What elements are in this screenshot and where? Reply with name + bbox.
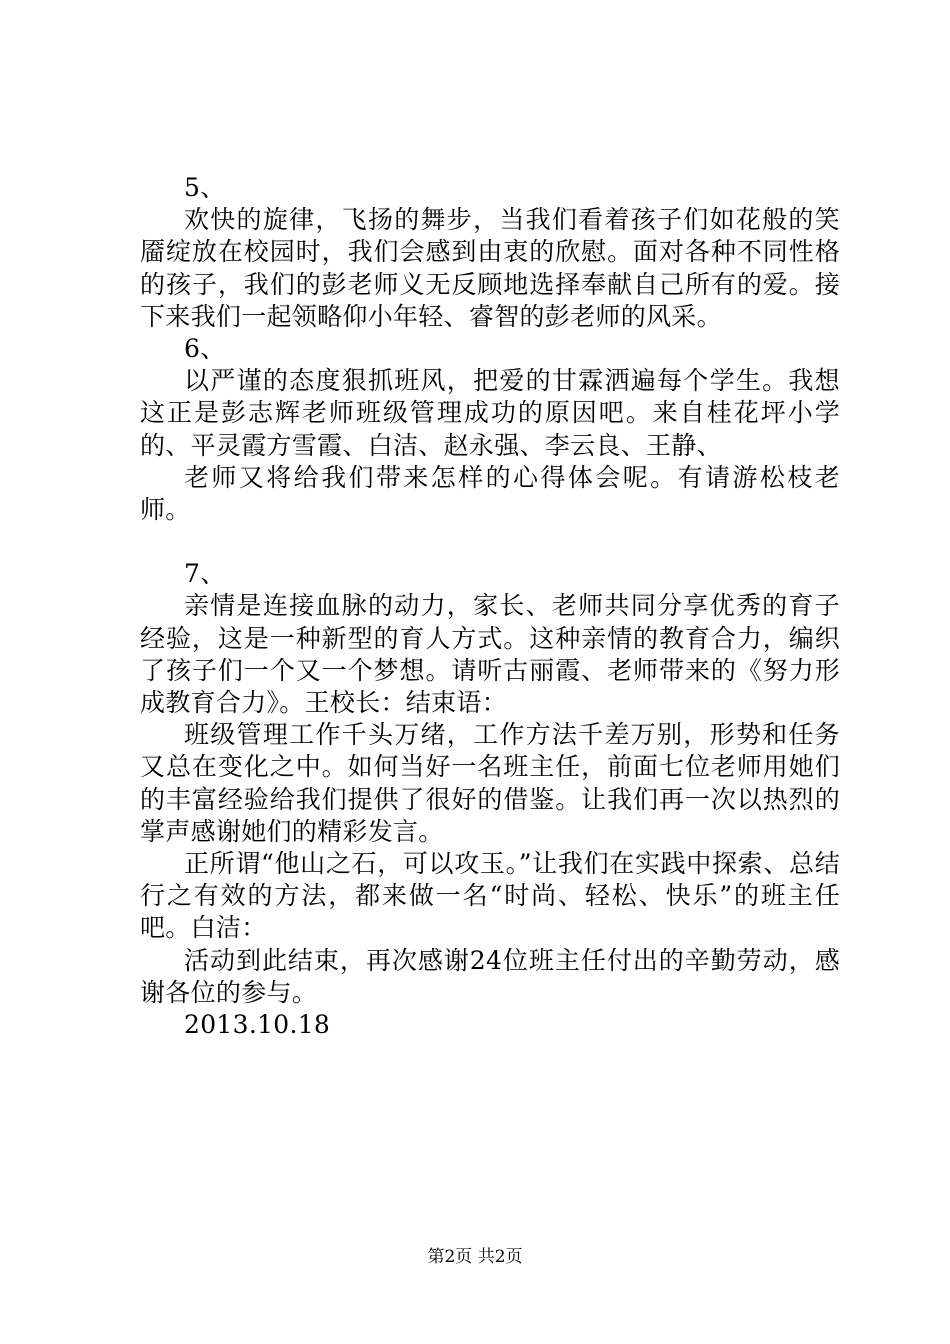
paragraph: 正所谓“他山之石，可以攻玉。”让我们在实践中探索、总结行之有效的方法，都来做一名“时尚、轻松、快乐”的班主任吧。白洁： — [140, 849, 840, 943]
section-number-6: 6、 — [184, 334, 226, 364]
section-number-7: 7、 — [184, 559, 226, 589]
paragraph: 亲情是连接血脉的动力，家长、老师共同分享优秀的育子经验，这是一种新型的育人方式。这种亲情的教育合力，编织了孩子们一个又一个梦想。请听古丽霞、老师带来的《努力形成教育合力》。王校长：结束语： — [140, 591, 840, 718]
paragraph: 活动到此结束，再次感谢24位班主任付出的辛勤劳动，感谢各位的参与。 — [140, 945, 840, 1007]
document-date: 2013.10.18 — [184, 1010, 331, 1040]
paragraph: 老师又将给我们带来怎样的心得体会呢。有请游松枝老师。 — [140, 462, 840, 525]
paragraph: 班级管理工作千头万绪，工作方法千差万别，形势和任务又总在变化之中。如何当好一名班主任，前面七位老师用她们的丰富经验给我们提供了很好的借鉴。让我们再一次以热烈的掌声感谢她们的精彩发言。 — [140, 720, 840, 846]
paragraph: 以严谨的态度狠抓班风，把爱的甘霖洒遍每个学生。我想这正是彭志辉老师班级管理成功的原因吧。来自桂花坪小学的、平灵霞方雪霞、白洁、赵永强、李云良、王静、 — [140, 366, 840, 460]
document-body — [140, 172, 840, 1041]
page-footer: 第2页 共2页 — [427, 1247, 523, 1267]
section-number-5: 5、 — [184, 173, 226, 202]
paragraph: 欢快的旋律，飞扬的舞步，当我们看着孩子们如花般的笑靥绽放在校园时，我们会感到由衷的欣慰。面对各种不同性格的孩子，我们的彭老师义无反顾地选择奉献自己所有的爱。接下来我们一起领略仰小年轻、睿智的彭老师的风采。 — [140, 205, 840, 331]
